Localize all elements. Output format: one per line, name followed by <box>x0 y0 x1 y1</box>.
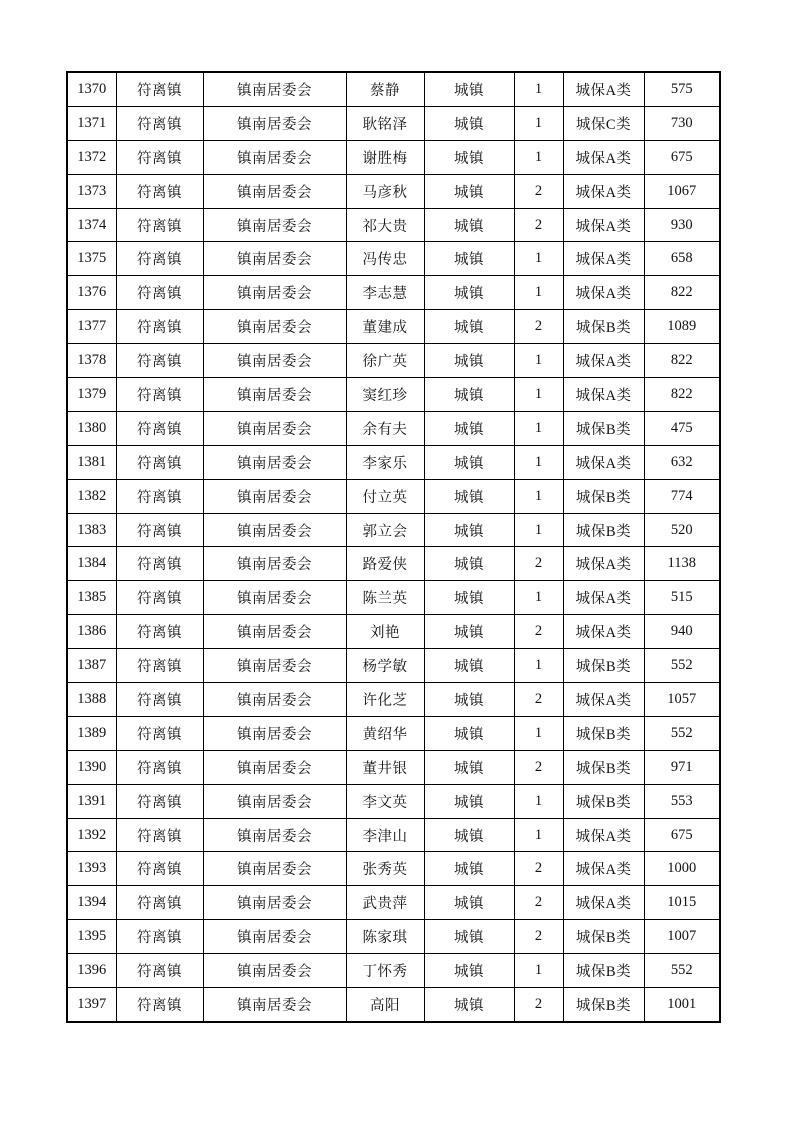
cell-serial: 1396 <box>67 954 116 988</box>
cell-household-type: 城镇 <box>424 784 514 818</box>
cell-person-count: 1 <box>514 378 563 412</box>
cell-amount: 1089 <box>644 310 720 344</box>
cell-household-type: 城镇 <box>424 513 514 547</box>
cell-committee: 镇南居委会 <box>203 174 346 208</box>
cell-name: 徐广英 <box>346 344 424 378</box>
cell-household-type: 城镇 <box>424 411 514 445</box>
cell-household-type: 城镇 <box>424 852 514 886</box>
cell-amount: 1138 <box>644 547 720 581</box>
cell-category: 城保A类 <box>563 683 644 717</box>
cell-town: 符离镇 <box>116 784 203 818</box>
cell-amount: 1007 <box>644 920 720 954</box>
cell-household-type: 城镇 <box>424 310 514 344</box>
cell-person-count: 2 <box>514 310 563 344</box>
cell-town: 符离镇 <box>116 581 203 615</box>
cell-person-count: 1 <box>514 140 563 174</box>
cell-serial: 1372 <box>67 140 116 174</box>
table-row <box>67 411 720 445</box>
cell-person-count: 1 <box>514 72 563 106</box>
cell-category: 城保A类 <box>563 174 644 208</box>
cell-name: 郭立会 <box>346 513 424 547</box>
table-row <box>67 242 720 276</box>
cell-town: 符离镇 <box>116 954 203 988</box>
cell-committee: 镇南居委会 <box>203 988 346 1022</box>
cell-name: 耿铭泽 <box>346 106 424 140</box>
cell-household-type: 城镇 <box>424 920 514 954</box>
cell-category: 城保A类 <box>563 344 644 378</box>
cell-town: 符离镇 <box>116 411 203 445</box>
cell-town: 符离镇 <box>116 716 203 750</box>
cell-person-count: 1 <box>514 276 563 310</box>
cell-amount: 730 <box>644 106 720 140</box>
cell-person-count: 2 <box>514 208 563 242</box>
cell-serial: 1384 <box>67 547 116 581</box>
cell-serial: 1383 <box>67 513 116 547</box>
cell-committee: 镇南居委会 <box>203 140 346 174</box>
cell-committee: 镇南居委会 <box>203 411 346 445</box>
cell-town: 符离镇 <box>116 886 203 920</box>
cell-name: 陈兰英 <box>346 581 424 615</box>
cell-serial: 1381 <box>67 445 116 479</box>
cell-category: 城保A类 <box>563 615 644 649</box>
cell-amount: 774 <box>644 479 720 513</box>
cell-committee: 镇南居委会 <box>203 581 346 615</box>
cell-person-count: 1 <box>514 242 563 276</box>
cell-committee: 镇南居委会 <box>203 208 346 242</box>
cell-committee: 镇南居委会 <box>203 378 346 412</box>
cell-name: 董建成 <box>346 310 424 344</box>
cell-town: 符离镇 <box>116 310 203 344</box>
cell-name: 陈家琪 <box>346 920 424 954</box>
cell-household-type: 城镇 <box>424 242 514 276</box>
cell-name: 李津山 <box>346 818 424 852</box>
cell-household-type: 城镇 <box>424 174 514 208</box>
table-row <box>67 547 720 581</box>
cell-committee: 镇南居委会 <box>203 886 346 920</box>
cell-name: 许化芝 <box>346 683 424 717</box>
cell-serial: 1388 <box>67 683 116 717</box>
cell-town: 符离镇 <box>116 174 203 208</box>
cell-household-type: 城镇 <box>424 818 514 852</box>
table-row <box>67 886 720 920</box>
table-row <box>67 615 720 649</box>
cell-amount: 971 <box>644 750 720 784</box>
cell-category: 城保A类 <box>563 852 644 886</box>
cell-household-type: 城镇 <box>424 988 514 1022</box>
cell-person-count: 1 <box>514 411 563 445</box>
cell-category: 城保A类 <box>563 818 644 852</box>
cell-serial: 1395 <box>67 920 116 954</box>
cell-town: 符离镇 <box>116 72 203 106</box>
cell-category: 城保A类 <box>563 445 644 479</box>
cell-household-type: 城镇 <box>424 208 514 242</box>
cell-amount: 1057 <box>644 683 720 717</box>
cell-committee: 镇南居委会 <box>203 479 346 513</box>
cell-town: 符离镇 <box>116 852 203 886</box>
cell-serial: 1374 <box>67 208 116 242</box>
cell-town: 符离镇 <box>116 208 203 242</box>
cell-name: 杨学敏 <box>346 649 424 683</box>
cell-category: 城保B类 <box>563 784 644 818</box>
cell-person-count: 1 <box>514 581 563 615</box>
cell-person-count: 1 <box>514 818 563 852</box>
cell-serial: 1379 <box>67 378 116 412</box>
table-row <box>67 513 720 547</box>
cell-category: 城保B类 <box>563 750 644 784</box>
cell-town: 符离镇 <box>116 344 203 378</box>
cell-amount: 552 <box>644 649 720 683</box>
cell-town: 符离镇 <box>116 988 203 1022</box>
cell-amount: 658 <box>644 242 720 276</box>
cell-category: 城保C类 <box>563 106 644 140</box>
cell-serial: 1389 <box>67 716 116 750</box>
cell-committee: 镇南居委会 <box>203 242 346 276</box>
cell-category: 城保B类 <box>563 513 644 547</box>
cell-amount: 553 <box>644 784 720 818</box>
cell-amount: 1001 <box>644 988 720 1022</box>
cell-committee: 镇南居委会 <box>203 615 346 649</box>
cell-household-type: 城镇 <box>424 615 514 649</box>
cell-household-type: 城镇 <box>424 750 514 784</box>
cell-household-type: 城镇 <box>424 378 514 412</box>
cell-amount: 552 <box>644 716 720 750</box>
table-row <box>67 581 720 615</box>
cell-committee: 镇南居委会 <box>203 72 346 106</box>
cell-category: 城保B类 <box>563 988 644 1022</box>
cell-category: 城保B类 <box>563 310 644 344</box>
cell-amount: 475 <box>644 411 720 445</box>
cell-person-count: 1 <box>514 106 563 140</box>
cell-household-type: 城镇 <box>424 72 514 106</box>
cell-town: 符离镇 <box>116 242 203 276</box>
table-row <box>67 445 720 479</box>
cell-category: 城保A类 <box>563 886 644 920</box>
cell-committee: 镇南居委会 <box>203 547 346 581</box>
cell-name: 路爱侠 <box>346 547 424 581</box>
cell-serial: 1390 <box>67 750 116 784</box>
cell-committee: 镇南居委会 <box>203 649 346 683</box>
cell-amount: 632 <box>644 445 720 479</box>
cell-serial: 1378 <box>67 344 116 378</box>
cell-household-type: 城镇 <box>424 886 514 920</box>
cell-household-type: 城镇 <box>424 479 514 513</box>
cell-category: 城保A类 <box>563 547 644 581</box>
cell-serial: 1375 <box>67 242 116 276</box>
table-row <box>67 378 720 412</box>
cell-town: 符离镇 <box>116 750 203 784</box>
cell-person-count: 1 <box>514 445 563 479</box>
cell-name: 窦红珍 <box>346 378 424 412</box>
table-row <box>67 750 720 784</box>
cell-category: 城保A类 <box>563 378 644 412</box>
cell-town: 符离镇 <box>116 140 203 174</box>
cell-name: 冯传忠 <box>346 242 424 276</box>
table-row <box>67 784 720 818</box>
cell-person-count: 1 <box>514 479 563 513</box>
cell-amount: 552 <box>644 954 720 988</box>
cell-amount: 822 <box>644 344 720 378</box>
cell-name: 马彦秋 <box>346 174 424 208</box>
cell-serial: 1377 <box>67 310 116 344</box>
cell-name: 余有夫 <box>346 411 424 445</box>
cell-person-count: 1 <box>514 649 563 683</box>
cell-committee: 镇南居委会 <box>203 513 346 547</box>
cell-committee: 镇南居委会 <box>203 784 346 818</box>
cell-amount: 575 <box>644 72 720 106</box>
table-row <box>67 649 720 683</box>
cell-committee: 镇南居委会 <box>203 445 346 479</box>
cell-town: 符离镇 <box>116 378 203 412</box>
subsidy-table <box>66 71 721 1023</box>
cell-committee: 镇南居委会 <box>203 852 346 886</box>
table-row <box>67 683 720 717</box>
cell-category: 城保A类 <box>563 72 644 106</box>
cell-person-count: 2 <box>514 615 563 649</box>
table-row <box>67 818 720 852</box>
cell-committee: 镇南居委会 <box>203 106 346 140</box>
cell-household-type: 城镇 <box>424 716 514 750</box>
cell-person-count: 1 <box>514 954 563 988</box>
cell-town: 符离镇 <box>116 547 203 581</box>
cell-amount: 930 <box>644 208 720 242</box>
cell-name: 祁大贵 <box>346 208 424 242</box>
cell-amount: 675 <box>644 818 720 852</box>
table-row <box>67 852 720 886</box>
cell-amount: 1000 <box>644 852 720 886</box>
table-row <box>67 954 720 988</box>
cell-category: 城保B类 <box>563 649 644 683</box>
cell-name: 刘艳 <box>346 615 424 649</box>
cell-household-type: 城镇 <box>424 276 514 310</box>
cell-person-count: 1 <box>514 344 563 378</box>
cell-category: 城保A类 <box>563 242 644 276</box>
cell-serial: 1394 <box>67 886 116 920</box>
cell-serial: 1392 <box>67 818 116 852</box>
cell-person-count: 2 <box>514 988 563 1022</box>
table-body <box>67 72 720 1022</box>
cell-committee: 镇南居委会 <box>203 954 346 988</box>
cell-person-count: 1 <box>514 513 563 547</box>
cell-category: 城保A类 <box>563 276 644 310</box>
cell-household-type: 城镇 <box>424 547 514 581</box>
cell-committee: 镇南居委会 <box>203 683 346 717</box>
cell-amount: 675 <box>644 140 720 174</box>
cell-household-type: 城镇 <box>424 106 514 140</box>
table-row <box>67 716 720 750</box>
cell-household-type: 城镇 <box>424 445 514 479</box>
cell-town: 符离镇 <box>116 106 203 140</box>
cell-household-type: 城镇 <box>424 581 514 615</box>
cell-serial: 1371 <box>67 106 116 140</box>
cell-name: 张秀英 <box>346 852 424 886</box>
cell-town: 符离镇 <box>116 615 203 649</box>
cell-town: 符离镇 <box>116 513 203 547</box>
cell-name: 李家乐 <box>346 445 424 479</box>
cell-category: 城保B类 <box>563 920 644 954</box>
cell-person-count: 2 <box>514 886 563 920</box>
cell-name: 蔡静 <box>346 72 424 106</box>
table-row <box>67 174 720 208</box>
cell-serial: 1387 <box>67 649 116 683</box>
cell-household-type: 城镇 <box>424 649 514 683</box>
cell-committee: 镇南居委会 <box>203 310 346 344</box>
cell-category: 城保A类 <box>563 140 644 174</box>
cell-household-type: 城镇 <box>424 344 514 378</box>
table-row <box>67 988 720 1022</box>
cell-serial: 1386 <box>67 615 116 649</box>
cell-serial: 1391 <box>67 784 116 818</box>
cell-name: 李志慧 <box>346 276 424 310</box>
cell-town: 符离镇 <box>116 818 203 852</box>
cell-serial: 1385 <box>67 581 116 615</box>
cell-household-type: 城镇 <box>424 954 514 988</box>
cell-committee: 镇南居委会 <box>203 920 346 954</box>
cell-name: 董井银 <box>346 750 424 784</box>
table-row <box>67 106 720 140</box>
cell-person-count: 2 <box>514 920 563 954</box>
cell-committee: 镇南居委会 <box>203 750 346 784</box>
cell-committee: 镇南居委会 <box>203 276 346 310</box>
cell-name: 黄绍华 <box>346 716 424 750</box>
cell-person-count: 2 <box>514 683 563 717</box>
cell-name: 谢胜梅 <box>346 140 424 174</box>
cell-person-count: 2 <box>514 750 563 784</box>
cell-amount: 822 <box>644 378 720 412</box>
cell-category: 城保A类 <box>563 208 644 242</box>
cell-person-count: 2 <box>514 852 563 886</box>
table-row <box>67 310 720 344</box>
table-row <box>67 72 720 106</box>
cell-person-count: 2 <box>514 174 563 208</box>
cell-serial: 1393 <box>67 852 116 886</box>
cell-person-count: 2 <box>514 547 563 581</box>
cell-amount: 515 <box>644 581 720 615</box>
cell-town: 符离镇 <box>116 479 203 513</box>
cell-town: 符离镇 <box>116 683 203 717</box>
cell-town: 符离镇 <box>116 445 203 479</box>
table-row <box>67 140 720 174</box>
cell-serial: 1373 <box>67 174 116 208</box>
cell-serial: 1397 <box>67 988 116 1022</box>
cell-category: 城保B类 <box>563 411 644 445</box>
cell-town: 符离镇 <box>116 649 203 683</box>
cell-person-count: 1 <box>514 784 563 818</box>
cell-committee: 镇南居委会 <box>203 716 346 750</box>
cell-amount: 1015 <box>644 886 720 920</box>
cell-amount: 940 <box>644 615 720 649</box>
cell-category: 城保B类 <box>563 954 644 988</box>
cell-serial: 1376 <box>67 276 116 310</box>
table-row <box>67 344 720 378</box>
cell-name: 高阳 <box>346 988 424 1022</box>
cell-amount: 1067 <box>644 174 720 208</box>
table-row <box>67 479 720 513</box>
cell-name: 丁怀秀 <box>346 954 424 988</box>
cell-town: 符离镇 <box>116 276 203 310</box>
cell-name: 付立英 <box>346 479 424 513</box>
cell-serial: 1382 <box>67 479 116 513</box>
cell-amount: 520 <box>644 513 720 547</box>
table-row <box>67 208 720 242</box>
cell-household-type: 城镇 <box>424 683 514 717</box>
table-row <box>67 276 720 310</box>
cell-name: 李文英 <box>346 784 424 818</box>
cell-household-type: 城镇 <box>424 140 514 174</box>
cell-serial: 1380 <box>67 411 116 445</box>
cell-town: 符离镇 <box>116 920 203 954</box>
table-row <box>67 920 720 954</box>
cell-person-count: 1 <box>514 716 563 750</box>
cell-serial: 1370 <box>67 72 116 106</box>
cell-committee: 镇南居委会 <box>203 818 346 852</box>
cell-committee: 镇南居委会 <box>203 344 346 378</box>
cell-name: 武贵萍 <box>346 886 424 920</box>
cell-category: 城保B类 <box>563 716 644 750</box>
cell-category: 城保B类 <box>563 479 644 513</box>
cell-amount: 822 <box>644 276 720 310</box>
cell-category: 城保A类 <box>563 581 644 615</box>
